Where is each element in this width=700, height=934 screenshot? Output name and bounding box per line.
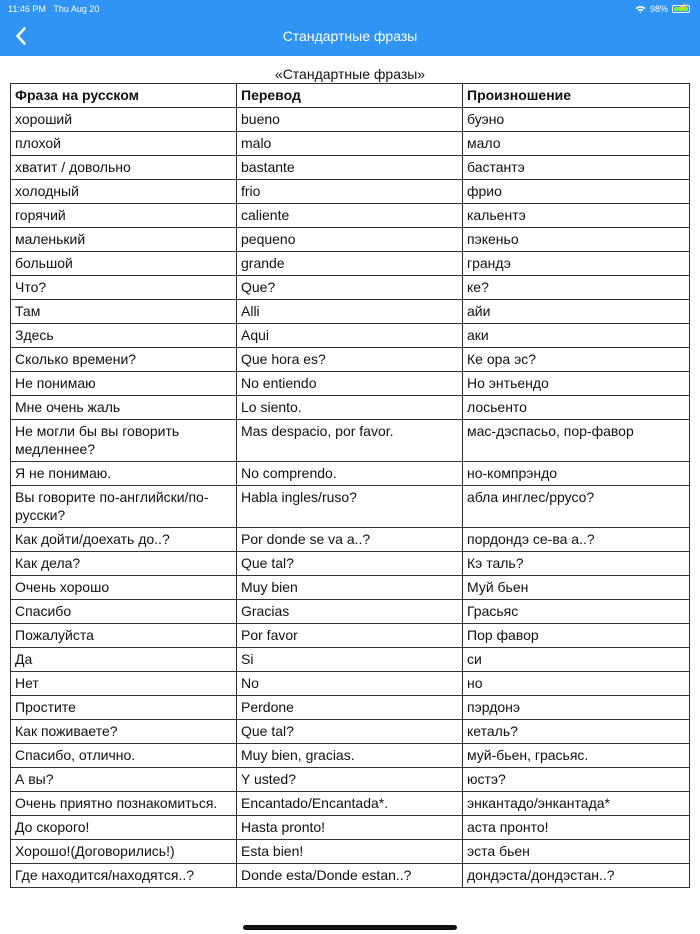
phrase-pronunciation: эста бьен xyxy=(463,840,690,864)
wifi-icon xyxy=(635,5,646,14)
table-row xyxy=(11,486,690,528)
phrase-translation: No xyxy=(237,672,463,696)
table-row xyxy=(11,864,690,888)
phrase-russian: большой xyxy=(11,252,237,276)
phrase-russian: Здесь xyxy=(11,324,237,348)
phrase-translation: pequeno xyxy=(237,228,463,252)
phrase-translation: Gracias xyxy=(237,600,463,624)
phrase-russian: Очень хорошо xyxy=(11,576,237,600)
table-header-row xyxy=(11,84,690,108)
phrase-translation: Perdone xyxy=(237,696,463,720)
table-row xyxy=(11,228,690,252)
phrase-translation: No entiendo xyxy=(237,372,463,396)
table-row xyxy=(11,768,690,792)
table-row xyxy=(11,576,690,600)
phrase-russian: Я не понимаю. xyxy=(11,462,237,486)
phrase-pronunciation: Пор фавор xyxy=(463,624,690,648)
table-row xyxy=(11,276,690,300)
phrase-translation: Habla ingles/ruso? xyxy=(237,486,463,528)
table-title: «Стандартные фразы» xyxy=(274,66,426,82)
phrase-pronunciation: пэрдонэ xyxy=(463,696,690,720)
phrase-pronunciation: лосьенто xyxy=(463,396,690,420)
phrase-pronunciation: пэкеньо xyxy=(463,228,690,252)
phrase-russian: Хорошо!(Договорились!) xyxy=(11,840,237,864)
table-row xyxy=(11,600,690,624)
nav-bar xyxy=(0,18,700,56)
phrase-russian: Как поживаете? xyxy=(11,720,237,744)
phrase-pronunciation: аки xyxy=(463,324,690,348)
phrase-translation: Alli xyxy=(237,300,463,324)
phrase-pronunciation: ке? xyxy=(463,276,690,300)
table-row xyxy=(11,744,690,768)
phrase-translation: No comprendo. xyxy=(237,462,463,486)
phrase-translation: grande xyxy=(237,252,463,276)
phrase-pronunciation: Муй бьен xyxy=(463,576,690,600)
phrase-russian: Как дойти/доехать до..? xyxy=(11,528,237,552)
phrase-pronunciation: Кэ таль? xyxy=(463,552,690,576)
table-row xyxy=(11,462,690,486)
table-row xyxy=(11,696,690,720)
phrase-russian: Спасибо xyxy=(11,600,237,624)
phrase-russian: Как дела? xyxy=(11,552,237,576)
phrase-russian: Не могли бы вы говорить медленнее? xyxy=(11,420,237,462)
phrase-pronunciation: юстэ? xyxy=(463,768,690,792)
table-row xyxy=(11,816,690,840)
content-area[interactable] xyxy=(0,56,700,934)
phrase-pronunciation: дондэста/дондэстан..? xyxy=(463,864,690,888)
phrase-pronunciation: бастантэ xyxy=(463,156,690,180)
table-row xyxy=(11,720,690,744)
phrase-translation: Que tal? xyxy=(237,552,463,576)
phrase-russian: Простите xyxy=(11,696,237,720)
table-row xyxy=(11,528,690,552)
phrase-translation: Lo siento. xyxy=(237,396,463,420)
phrase-translation: Que? xyxy=(237,276,463,300)
phrase-translation: bastante xyxy=(237,156,463,180)
table-row xyxy=(11,156,690,180)
table-row xyxy=(11,420,690,462)
phrase-translation: Que tal? xyxy=(237,720,463,744)
phrase-translation: Si xyxy=(237,648,463,672)
phrase-russian: А вы? xyxy=(11,768,237,792)
phrase-translation: Esta bien! xyxy=(237,840,463,864)
phrase-pronunciation: но-компрэндо xyxy=(463,462,690,486)
table-row xyxy=(11,372,690,396)
phrase-pronunciation: мас-дэспасьо, пор-фавор xyxy=(463,420,690,462)
phrase-pronunciation: пордондэ се-ва а..? xyxy=(463,528,690,552)
phrase-pronunciation: но xyxy=(463,672,690,696)
table-row xyxy=(11,552,690,576)
phrase-pronunciation: абла инглес/ррусо? xyxy=(463,486,690,528)
phrase-translation: Encantado/Encantada*. xyxy=(237,792,463,816)
phrase-translation: bueno xyxy=(237,108,463,132)
table-row xyxy=(11,300,690,324)
phrase-russian: Не понимаю xyxy=(11,372,237,396)
status-date: Thu Aug 20 xyxy=(53,4,100,14)
table-row xyxy=(11,840,690,864)
header-russian: Фраза на русском xyxy=(11,84,237,108)
table-row xyxy=(11,648,690,672)
phrase-pronunciation: кальентэ xyxy=(463,204,690,228)
phrase-pronunciation: мало xyxy=(463,132,690,156)
phrase-russian: Где находится/находятся..? xyxy=(11,864,237,888)
table-row xyxy=(11,396,690,420)
table-row xyxy=(11,672,690,696)
phrase-pronunciation: айи xyxy=(463,300,690,324)
phrase-pronunciation: буэно xyxy=(463,108,690,132)
phrase-russian: холодный xyxy=(11,180,237,204)
phrase-russian: Мне очень жаль xyxy=(11,396,237,420)
phrase-pronunciation: муй-бьен, грасьяс. xyxy=(463,744,690,768)
phrase-translation: frio xyxy=(237,180,463,204)
phrase-russian: горячий xyxy=(11,204,237,228)
phrase-pronunciation: кеталь? xyxy=(463,720,690,744)
header-translation: Перевод xyxy=(237,84,463,108)
phrase-translation: Y usted? xyxy=(237,768,463,792)
phrase-translation: caliente xyxy=(237,204,463,228)
table-row xyxy=(11,132,690,156)
phrase-translation: Muy bien xyxy=(237,576,463,600)
table-row xyxy=(11,348,690,372)
phrase-russian: Очень приятно познакомиться. xyxy=(11,792,237,816)
phrase-translation: Por favor xyxy=(237,624,463,648)
phrase-russian: Нет xyxy=(11,672,237,696)
table-row xyxy=(11,252,690,276)
phrase-pronunciation: Но энтьендо xyxy=(463,372,690,396)
phrase-pronunciation: си xyxy=(463,648,690,672)
phrase-russian: До скорого! xyxy=(11,816,237,840)
phrase-russian: Спасибо, отлично. xyxy=(11,744,237,768)
phrase-russian: хватит / довольно xyxy=(11,156,237,180)
page-title: Стандартные фразы xyxy=(282,28,418,44)
phrase-russian: Там xyxy=(11,300,237,324)
phrase-pronunciation: аста пронто! xyxy=(463,816,690,840)
table-row xyxy=(11,624,690,648)
table-row xyxy=(11,108,690,132)
phrase-translation: Mas despacio, por favor. xyxy=(237,420,463,462)
table-row xyxy=(11,792,690,816)
status-bar xyxy=(0,0,700,18)
battery-charging-icon: ⚡ xyxy=(672,5,690,13)
phrase-russian: плохой xyxy=(11,132,237,156)
phrase-pronunciation: фрио xyxy=(463,180,690,204)
phrase-pronunciation: Грасьяс xyxy=(463,600,690,624)
battery-percent: 98% xyxy=(649,4,668,14)
phrase-translation: Muy bien, gracias. xyxy=(237,744,463,768)
phrases-table xyxy=(10,83,690,888)
phrase-pronunciation: энкантадо/энкантада* xyxy=(463,792,690,816)
phrase-translation: malo xyxy=(237,132,463,156)
home-indicator xyxy=(243,925,457,930)
phrase-russian: хороший xyxy=(11,108,237,132)
phrase-russian: Что? xyxy=(11,276,237,300)
status-time: 11:46 PM Thu Aug 20 xyxy=(8,4,100,14)
phrase-pronunciation: Ке ора эс? xyxy=(463,348,690,372)
phrase-translation: Donde esta/Donde estan..? xyxy=(237,864,463,888)
table-row xyxy=(11,180,690,204)
header-pronunciation: Произношение xyxy=(463,84,690,108)
phrase-translation: Que hora es? xyxy=(237,348,463,372)
phrase-translation: Por donde se va a..? xyxy=(237,528,463,552)
phrase-pronunciation: грандэ xyxy=(463,252,690,276)
phrase-russian: Вы говорите по-английски/по-русски? xyxy=(11,486,237,528)
phrase-russian: маленький xyxy=(11,228,237,252)
phrase-russian: Пожалуйста xyxy=(11,624,237,648)
phrase-russian: Сколько времени? xyxy=(11,348,237,372)
phrase-translation: Hasta pronto! xyxy=(237,816,463,840)
phrase-translation: Aqui xyxy=(237,324,463,348)
phrase-russian: Да xyxy=(11,648,237,672)
table-row xyxy=(11,204,690,228)
table-row xyxy=(11,324,690,348)
